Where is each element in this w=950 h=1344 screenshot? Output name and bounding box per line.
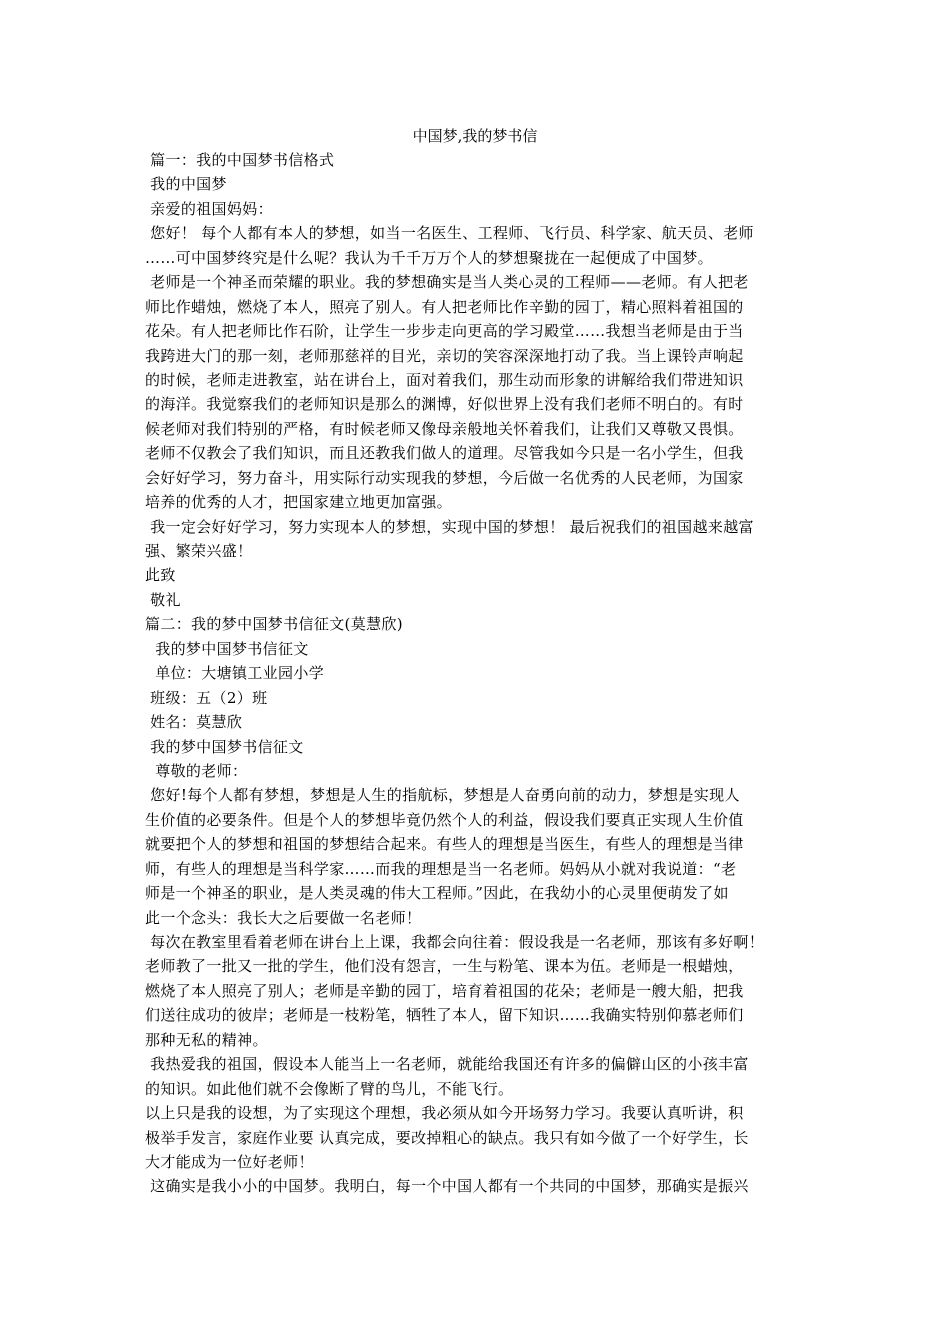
text-line: 尊敬的老师： <box>145 761 248 780</box>
text-line: 我热爱我的祖国，假设本人能当上一名老师，就能给我国还有许多的偏僻山区的小孩丰富 <box>145 1055 749 1074</box>
text-line: 我的梦中国梦书信征文 <box>145 639 309 658</box>
text-line: 我的梦中国梦书信征文 <box>145 737 304 756</box>
text-line: 的海洋。我觉察我们的老师知识是那么的渊博，好似世界上没有我们老师不明白的。有时 <box>145 395 744 414</box>
document-body <box>145 148 813 1199</box>
text-line: 我一定会好好学习，努力实现本人的梦想，实现中国的梦想！ 最后祝我们的祖国越来越富 <box>145 517 754 536</box>
text-line: 培养的优秀的人才，把国家建立地更加富强。 <box>145 493 453 512</box>
text-line: 极举手发言，家庭作业要 认真完成，要改掉粗心的缺点。我只有如今做了一个好学生，长 <box>145 1128 749 1147</box>
text-line: 们送往成功的彼岸；老师是一枝粉笔，牺牲了本人，留下知识……我确实特别仰慕老师们 <box>145 1006 744 1025</box>
text-line: 师比作蜡烛，燃烧了本人，照亮了别人。有人把老师比作辛勤的园丁，精心照料着祖国的 <box>145 297 744 316</box>
document-title: 中国梦,我的梦书信 <box>412 127 538 145</box>
text-line: 老师教了一批又一批的学生，他们没有怨言，一生与粉笔、课本为伍。老师是一根蜡烛， <box>145 957 744 976</box>
text-line: 老师是一个神圣而荣耀的职业。我的梦想确实是当人类心灵的工程师——老师。有人把老 <box>145 273 749 292</box>
text-line: 以上只是我的设想，为了实现这个理想，我必须从如今开场努力学习。我要认真听讲，积 <box>145 1104 744 1123</box>
text-line: 班级：五（2）班 <box>145 688 268 707</box>
text-line: 我跨进大门的那一刻，老师那慈祥的目光，亲切的笑容深深地打动了我。当上课铃声响起 <box>145 346 744 365</box>
text-line: 生价值的必要条件。但是个人的梦想毕竟仍然个人的利益，假设我们要真正实现人生价值 <box>145 810 744 829</box>
text-line: 的时候，老师走进教室，站在讲台上，面对着我们，那生动而形象的讲解给我们带进知识 <box>145 370 744 389</box>
text-line: ……可中国梦终究是什么呢？我认为千千万万个人的梦想聚拢在一起便成了中国梦。 <box>145 248 713 267</box>
text-line: 每次在教室里看着老师在讲台上上课，我都会向往着：假设我是一名老师，那该有多好啊！ <box>145 933 765 951</box>
text-line: 花朵。有人把老师比作石阶，让学生一步步走向更高的学习殿堂……我想当老师是由于当 <box>145 322 744 341</box>
text-line: 强、繁荣兴盛！ <box>145 542 253 560</box>
text-line: 单位：大塘镇工业园小学 <box>145 664 325 683</box>
text-line: 姓名：莫慧欣 <box>145 713 243 732</box>
text-line: 大才能成为一位好老师！ <box>145 1152 314 1171</box>
text-line: 此一个念头：我长大之后要做一名老师！ <box>145 908 422 927</box>
text-line: 敬礼 <box>145 590 181 609</box>
text-line: 篇二：我的梦中国梦书信征文(莫慧欣) <box>145 615 404 634</box>
text-line: 燃烧了本人照亮了别人；老师是辛勤的园丁，培育着祖国的花朵；老师是一艘大船，把我 <box>145 981 744 1000</box>
text-line: 候老师对我们特别的严格，有时候老师又像母亲般地关怀着我们，让我们又尊敬又畏惧。 <box>145 419 744 438</box>
text-line: 就要把个人的梦想和祖国的梦想结合起来。有些人的理想是当医生，有些人的理想是当律 <box>145 835 744 854</box>
text-line: 这确实是我小小的中国梦。我明白，每一个中国人都有一个共同的中国梦，那确实是振兴 <box>145 1177 749 1196</box>
text-line: 亲爱的祖国妈妈： <box>145 199 273 218</box>
text-line: 我的中国梦 <box>145 175 227 194</box>
text-line: 您好！ 每个人都有本人的梦想，如当一名医生、工程师、飞行员、科学家、航天员、老师 <box>145 224 754 243</box>
text-line: 会好好学习，努力奋斗，用实际行动实现我的梦想，今后做一名优秀的人民老师，为国家 <box>145 468 744 487</box>
text-line: 老师不仅教会了我们知识，而且还教我们做人的道理。尽管我如今只是一名小学生，但我 <box>145 444 744 463</box>
text-line: 篇一：我的中国梦书信格式 <box>145 151 335 169</box>
text-line: 那种无私的精神。 <box>145 1030 268 1049</box>
text-line: 此致 <box>145 566 176 585</box>
text-line: 师是一个神圣的职业，是人类灵魂的伟大工程师。”因此，在我幼小的心灵里便萌发了如 <box>145 884 729 903</box>
text-line: 师，有些人的理想是当科学家……而我的理想是当一名老师。妈妈从小就对我说道：“老 <box>145 859 737 878</box>
text-line: 您好!每个人都有梦想，梦想是人生的指航标，梦想是人奋勇向前的动力，梦想是实现人 <box>145 786 740 805</box>
text-line: 的知识。如此他们就不会像断了臂的鸟儿，不能飞行。 <box>145 1079 514 1098</box>
